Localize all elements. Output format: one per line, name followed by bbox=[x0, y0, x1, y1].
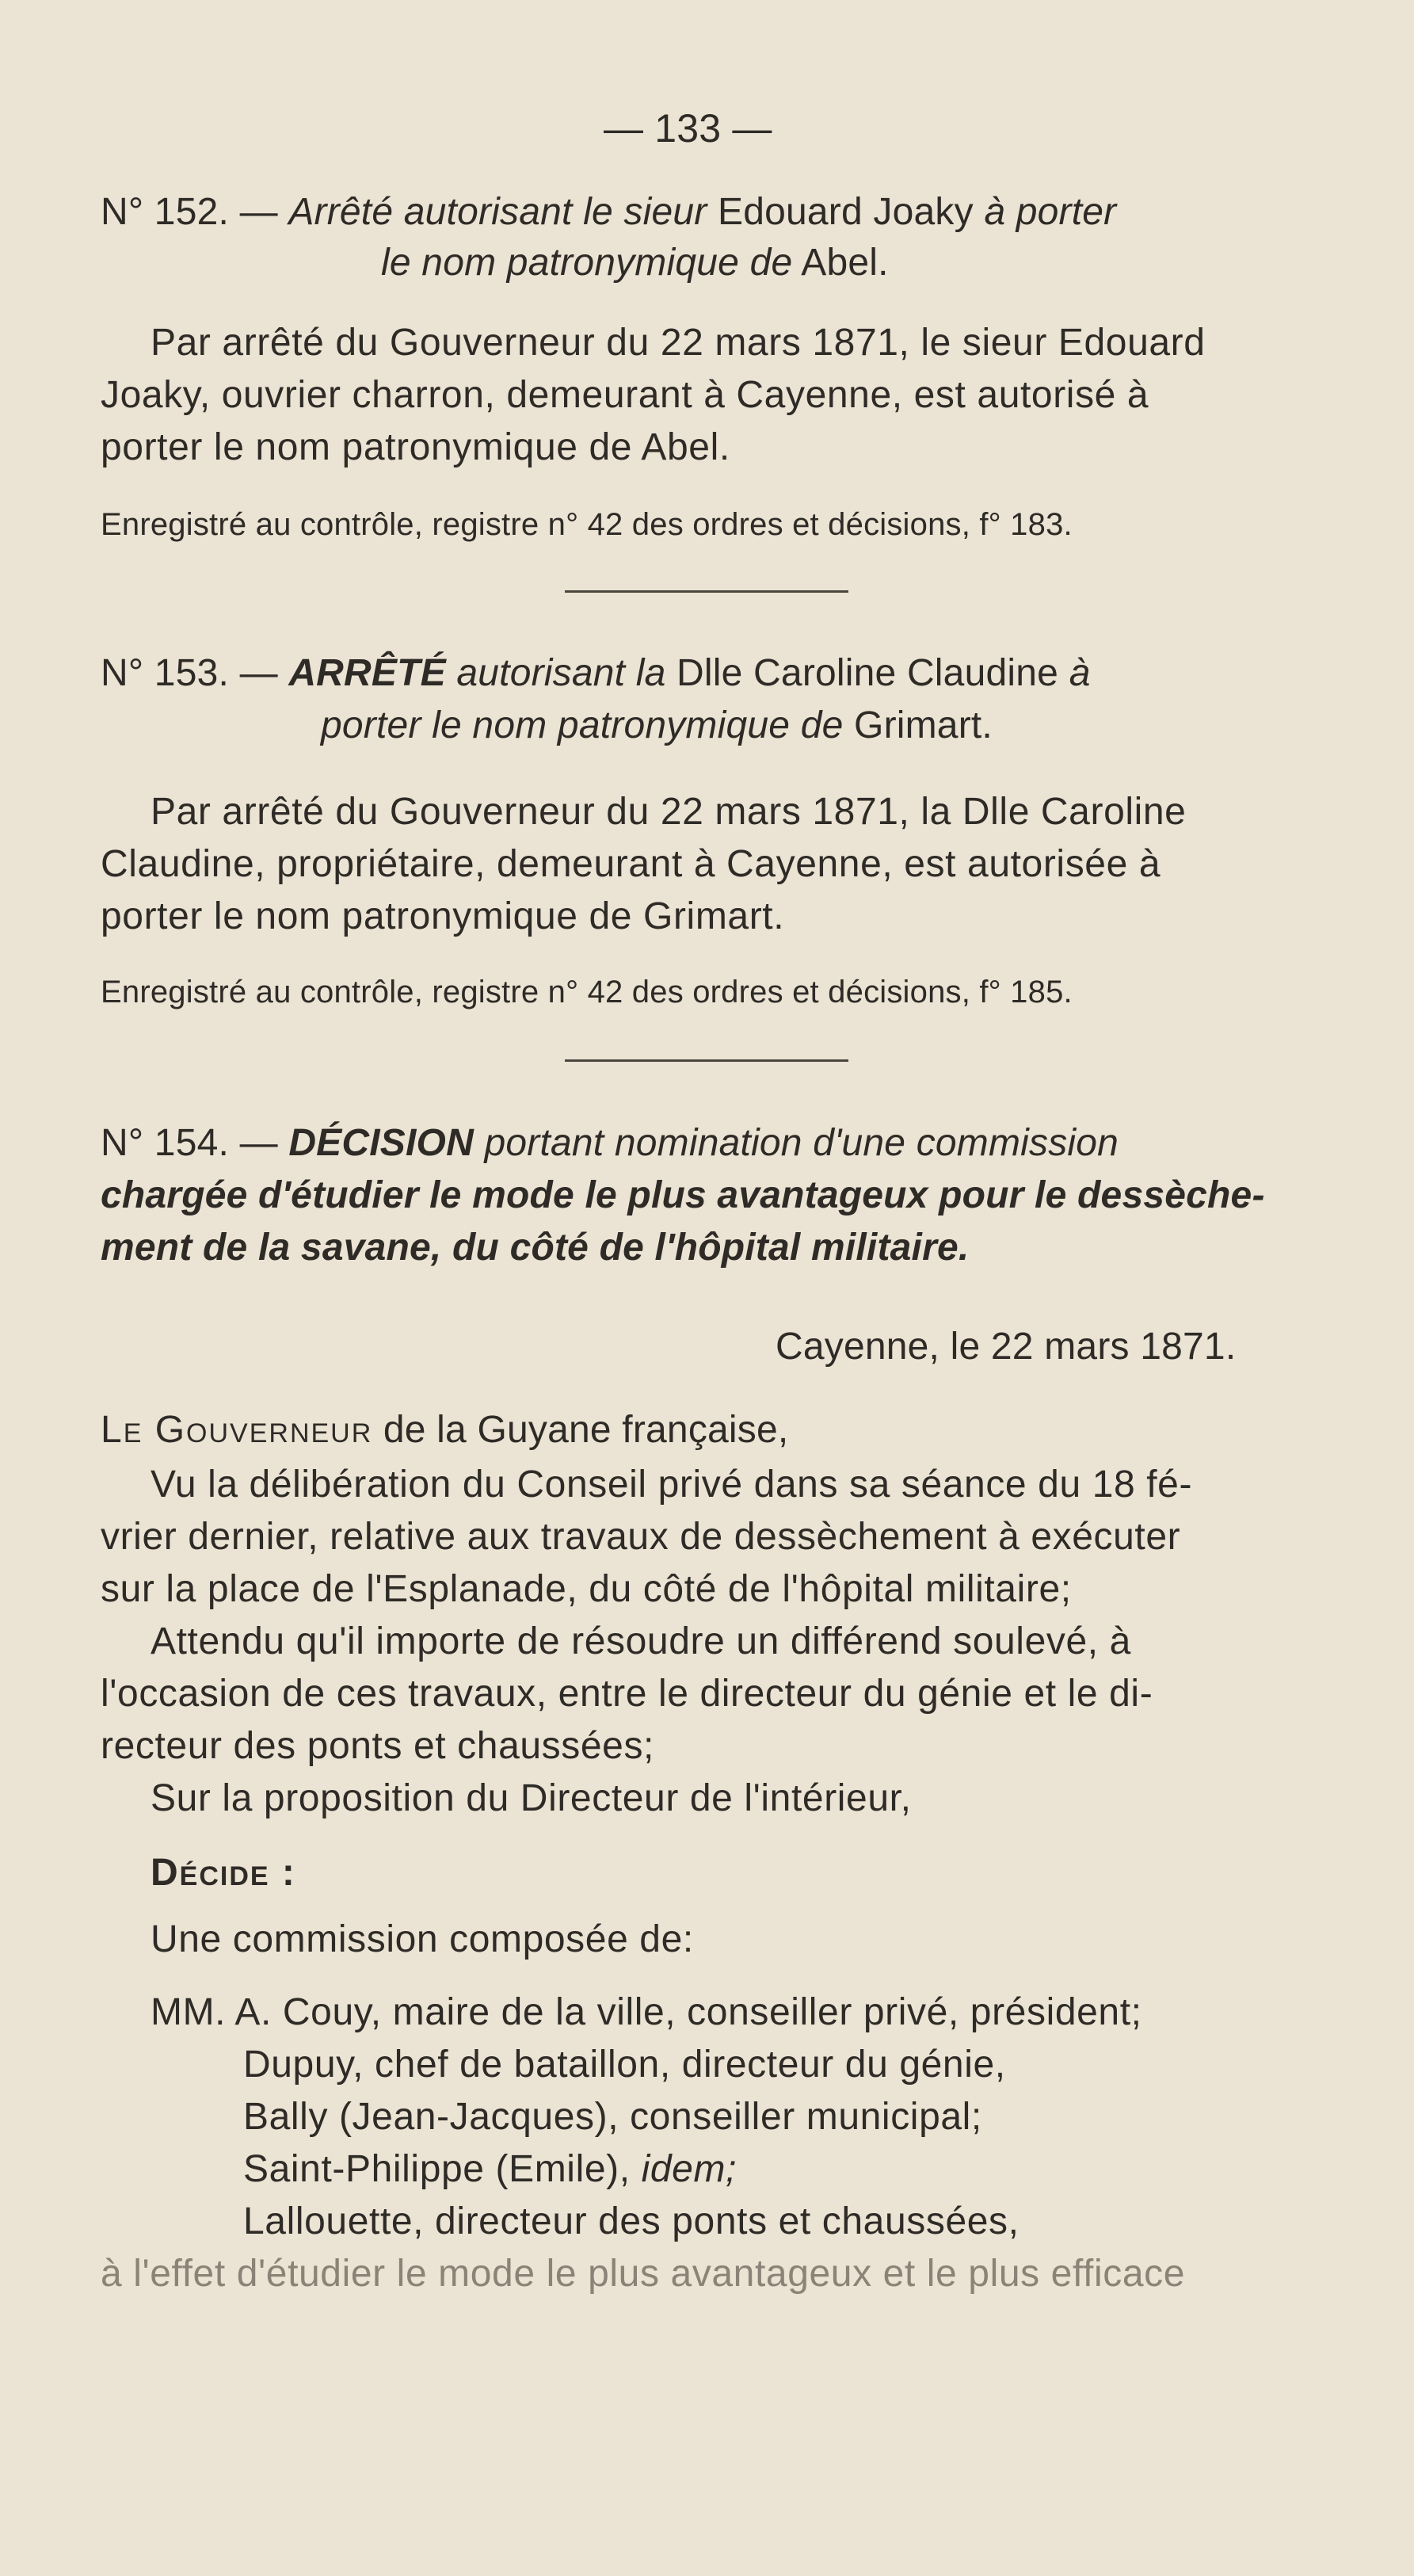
heading-text: portant nomination d'une commission bbox=[473, 1122, 1119, 1164]
closing-line: à l'effet d'étudier le mode le plus avantageux et le plus efficace bbox=[101, 2253, 1186, 2295]
register-note: Enregistré au contrôle, registre n° 42 des ordres et décisions, f° 183. bbox=[101, 507, 1073, 542]
register-note: Enregistré au contrôle, registre n° 42 des ordres et décisions, f° 185. bbox=[101, 975, 1073, 1009]
member-line bbox=[243, 2147, 737, 2192]
entry-153-heading bbox=[101, 651, 1090, 696]
dash: — bbox=[229, 191, 289, 233]
heading-text: porter le nom patronymique de bbox=[321, 704, 844, 746]
entry-152-heading-line2 bbox=[381, 241, 889, 285]
entry-154-heading-line2: chargée d'étudier le mode le plus avantageux pour le dessèche- bbox=[101, 1174, 1265, 1216]
heading-title: DÉCISION bbox=[288, 1122, 474, 1164]
heading-tail: à porter bbox=[984, 191, 1117, 233]
entry-154-heading bbox=[101, 1121, 1119, 1166]
body-line: porter le nom patronymique de Grimart. bbox=[101, 895, 785, 937]
entry-number: N° 153. bbox=[101, 652, 230, 694]
body-line: Attendu qu'il importe de résoudre un différend soulevé, à bbox=[151, 1620, 1131, 1662]
governor-title: Le Gouverneur bbox=[101, 1409, 373, 1451]
idem-note: idem; bbox=[641, 2148, 737, 2190]
heading-name: Dlle Caroline Claudine bbox=[677, 652, 1059, 694]
governor-rest: de la Guyane française, bbox=[372, 1409, 789, 1451]
body-line: l'occasion de ces travaux, entre le directeur du génie et le di- bbox=[101, 1673, 1153, 1715]
entry-152-heading bbox=[101, 190, 1116, 235]
entry-154-heading-line3: ment de la savane, du côté de l'hôpital militaire. bbox=[101, 1227, 970, 1269]
separator-rule bbox=[565, 1059, 848, 1062]
heading-text: autorisant la bbox=[445, 652, 677, 694]
place-date: Cayenne, le 22 mars 1871. bbox=[776, 1326, 1237, 1368]
heading-title: Arrêté autorisant le sieur bbox=[288, 191, 707, 233]
dash: — bbox=[229, 652, 289, 694]
separator-rule bbox=[565, 590, 848, 593]
entry-number: N° 154. bbox=[101, 1122, 230, 1164]
member-line: Bally (Jean-Jacques), conseiller municipal; bbox=[243, 2096, 982, 2138]
decide-label: Décide : bbox=[151, 1852, 296, 1894]
body-line: Par arrêté du Gouverneur du 22 mars 1871, le sieur Edouard bbox=[151, 322, 1206, 364]
body-line: recteur des ponts et chaussées; bbox=[101, 1725, 654, 1767]
body-line: porter le nom patronymique de Abel. bbox=[101, 426, 730, 468]
commission-intro: Une commission composée de: bbox=[151, 1918, 694, 1960]
governor-line bbox=[101, 1408, 788, 1452]
heading-title: ARRÊTÉ bbox=[288, 652, 446, 694]
body-line: Joaky, ouvrier charron, demeurant à Cayenne, est autorisé à bbox=[101, 374, 1149, 416]
dash: — bbox=[229, 1122, 289, 1164]
page-number: — 133 — bbox=[604, 106, 772, 151]
member-line: Lallouette, directeur des ponts et chaussées, bbox=[243, 2200, 1020, 2242]
body-line: Sur la proposition du Directeur de l'intérieur, bbox=[151, 1777, 912, 1819]
body-line: vrier dernier, relative aux travaux de dessèchement à exécuter bbox=[101, 1516, 1181, 1558]
body-line: Par arrêté du Gouverneur du 22 mars 1871, la Dlle Caroline bbox=[151, 791, 1187, 833]
body-line: Vu la délibération du Conseil privé dans sa séance du 18 fé- bbox=[151, 1464, 1193, 1506]
member-name: Saint-Philippe (Emile), bbox=[243, 2148, 642, 2190]
member-line: MM. A. Couy, maire de la ville, conseiller privé, président; bbox=[151, 1991, 1142, 2033]
member-line: Dupuy, chef de bataillon, directeur du génie, bbox=[243, 2044, 1006, 2086]
heading-tail: à bbox=[1058, 652, 1091, 694]
body-line: sur la place de l'Esplanade, du côté de l'hôpital militaire; bbox=[101, 1568, 1072, 1610]
heading-name: Grimart. bbox=[843, 704, 993, 746]
heading-name: Abel. bbox=[792, 242, 889, 284]
entry-number: N° 152. bbox=[101, 191, 230, 233]
body-line: Claudine, propriétaire, demeurant à Cayenne, est autorisée à bbox=[101, 843, 1161, 885]
entry-153-heading-line2 bbox=[321, 704, 993, 748]
heading-text: le nom patronymique de bbox=[381, 242, 793, 284]
heading-name: Edouard Joaky bbox=[707, 191, 985, 233]
